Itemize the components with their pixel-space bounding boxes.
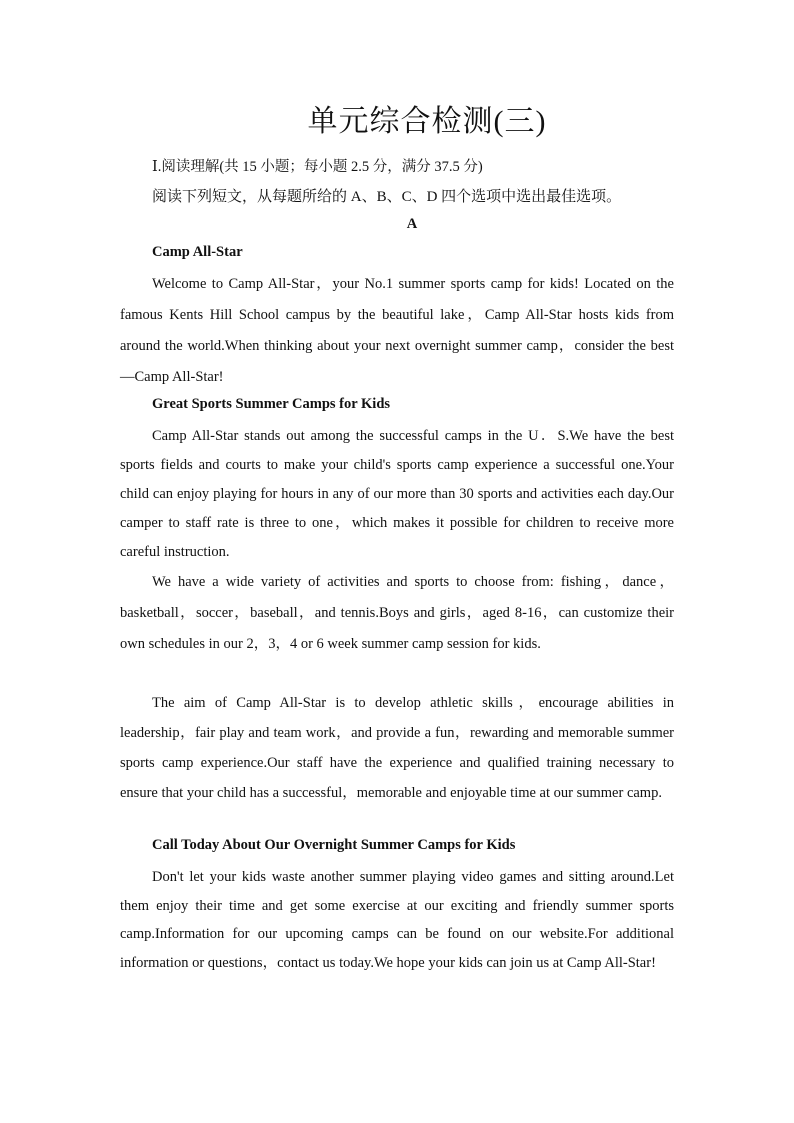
- page-title: 单元综合检测(三): [307, 105, 547, 138]
- section-label: Ⅰ.阅读理解(共 15 小题；每小题 2.5 分，满分 37.5 分): [152, 159, 483, 175]
- instruction-text: 阅读下列短文，从每题所给的 A、B、C、D 四个选项中选出最佳选项。: [152, 189, 622, 205]
- section-heading-sports-camps: Great Sports Summer Camps for Kids: [152, 396, 391, 412]
- section-heading-call-today: Call Today About Our Overnight Summer Camps for Kids: [152, 837, 516, 853]
- intro-paragraph: Welcome to Camp All‐Star，your No.1 summer sports camp for kids! Located on the famous Kents Hill School campus by the beautiful lake，Camp All‐Star hosts kids from around the world.When thinking about your next overnight summer camp，consider the best—Camp All‐Star!: [120, 276, 674, 385]
- paragraph-call-today: Don't let your kids waste another summer playing video games and sitting around.Let them enjoy their time and get some exercise at our exciting and friendly summer sports camp.Information for our upcoming camps can be found on our website.For additional information or questions，contact us today.We hope your kids can join us at Camp All‐Star!: [120, 869, 674, 972]
- paragraph-activities: We have a wide variety of activities and sports to choose from: fishing，dance，basketball，soccer，baseball，and tennis.Boys and girls，aged 8‐16，can customize their own schedules in our 2，3，4 or 6 week summer camp session for kids.: [120, 574, 674, 652]
- paragraph-aim: The aim of Camp All‐Star is to develop athletic skills，encourage abilities in leadership，fair play and team work，and provide a fun，rewarding and memorable summer sports camp experience.Our staff have the experience and qualified training necessary to ensure that your child has a successful，memorable and enjoyable time at our summer camp.: [120, 695, 674, 801]
- paragraph-sports-camps: Camp All-Star stands out among the successful camps in the U．S.We have the best sports fields and courts to make your child's sports camp experience a successful one.Your child can enjoy playing for hours in any of our more than 30 sports and activities each day.Our camper to staff rate is three to one，which makes it possible for children to receive more careful instruction.: [120, 428, 674, 560]
- passage-title: Camp All-Star: [152, 244, 243, 260]
- passage-letter: A: [406, 216, 418, 232]
